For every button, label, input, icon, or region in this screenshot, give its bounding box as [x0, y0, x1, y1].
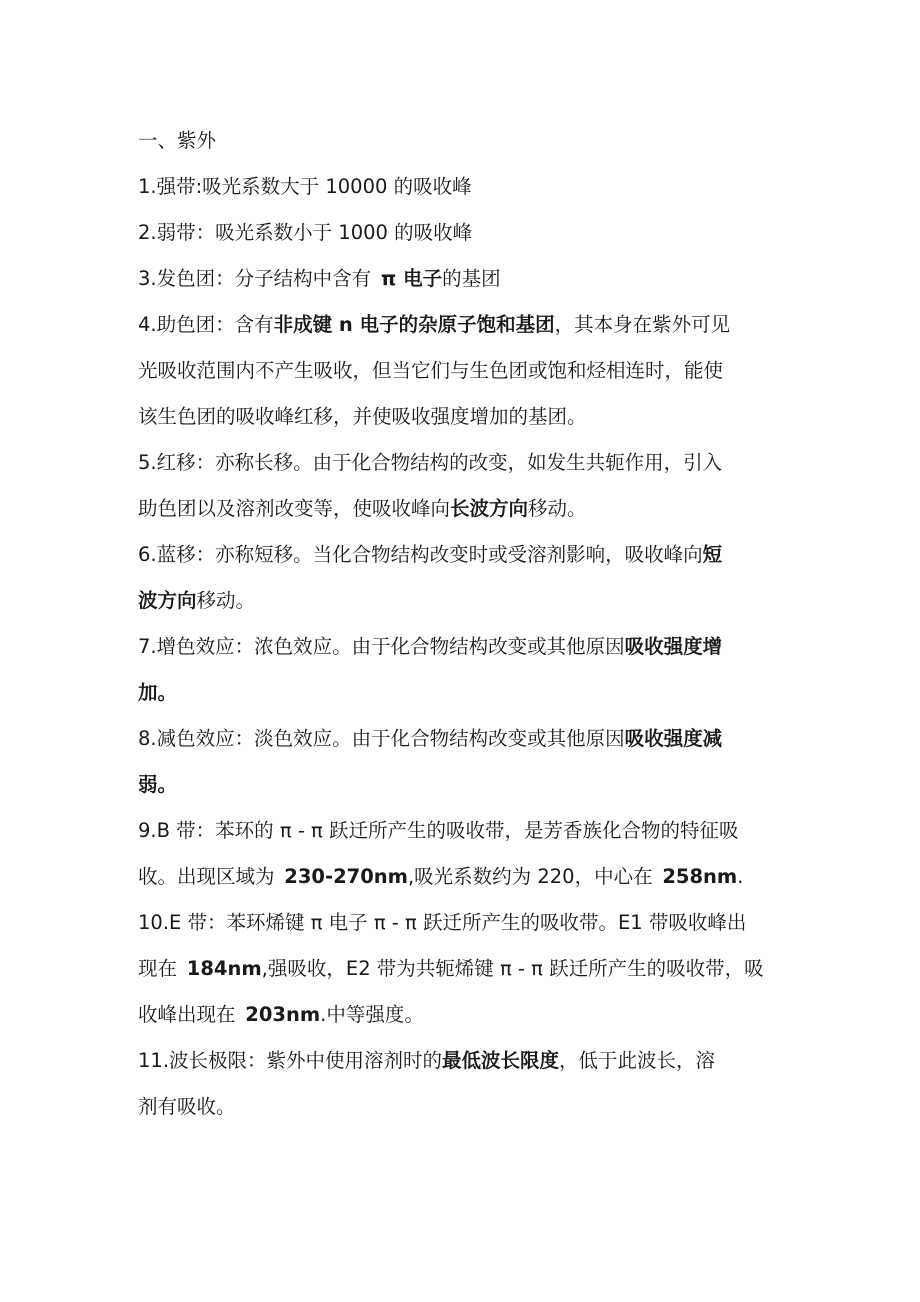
text-line: 收。出现区域为 230-270nm,吸光系数约为 220，中心在 258nm. [138, 865, 744, 888]
item-hyperchromic [138, 624, 784, 716]
text-line: 助色团以及溶剂改变等，使吸收峰向长波方向移动。 [138, 497, 587, 520]
section-heading: 一、紫外 [138, 129, 217, 152]
bold-term: 加。 [138, 681, 178, 704]
bold-term: 最低波长限度 [442, 1049, 560, 1072]
text-line: 收峰出现在 203nm.中等强度。 [138, 1003, 424, 1026]
bold-term: 弱。 [138, 773, 178, 796]
bold-term: π 电子 [380, 267, 443, 290]
text-line: 8.减色效应：淡色效应。由于化合物结构改变或其他原因吸收强度减 [138, 727, 723, 750]
text-line: 1.强带:吸光系数大于 10000 的吸收峰 [138, 175, 472, 198]
text-line: 4.助色团：含有非成键 n 电子的杂原子饱和基团，其本身在紫外可见 [138, 313, 731, 336]
text-line: 现在 184nm,强吸收，E2 带为共轭烯键 π - π 跃迁所产生的吸收带，吸 [138, 957, 764, 980]
bold-term: 吸收强度减 [624, 727, 723, 750]
item-chromophore [138, 256, 784, 302]
text-line: 7.增色效应：浓色效应。由于化合物结构改变或其他原因吸收强度增 [138, 635, 723, 658]
bold-term: 非成键 n 电子的杂原子饱和基团 [273, 313, 555, 336]
item-auxochrome [138, 302, 784, 440]
bold-term: 波方向 [138, 589, 197, 612]
item-red-shift [138, 440, 784, 532]
text-line: 5.红移：亦称长移。由于化合物结构的改变，如发生共轭作用，引入 [138, 451, 723, 474]
bold-term: 长波方向 [450, 497, 529, 520]
bold-term: 203nm [245, 1003, 321, 1026]
text-line: 9.B 带：苯环的 π - π 跃迁所产生的吸收带，是芳香族化合物的特征吸 [138, 819, 739, 842]
text-line: 6.蓝移：亦称短移。当化合物结构改变时或受溶剂影响，吸收峰向短 [138, 543, 723, 566]
text-line [138, 670, 784, 716]
text-line: 2.弱带：吸光系数小于 1000 的吸收峰 [138, 221, 473, 244]
text-line: 10.E 带：苯环烯键 π 电子 π - π 跃迁所产生的吸收带。E1 带吸收峰出 [138, 911, 747, 934]
text-line: 波方向移动。 [138, 589, 256, 612]
text-line [138, 762, 784, 808]
text-line: 3.发色团：分子结构中含有 π 电子的基团 [138, 267, 501, 290]
item-blue-shift [138, 532, 784, 624]
text-line: 剂有吸收。 [138, 1095, 236, 1118]
item-weak-band [138, 210, 784, 256]
item-wavelength-limit [138, 1038, 784, 1130]
bold-term: 吸收强度增 [624, 635, 723, 658]
bold-term: 258nm [662, 865, 738, 888]
bold-term: 230-270nm [284, 865, 408, 888]
text-line: 该生色团的吸收峰红移，并使吸收强度增加的基团。 [138, 405, 587, 428]
item-hypochromic [138, 716, 784, 808]
text-line: 光吸收范围内不产生吸收，但当它们与生色团或饱和烃相连时，能使 [138, 359, 724, 382]
item-strong-band [138, 164, 784, 210]
item-e-band [138, 900, 784, 1038]
item-b-band [138, 808, 784, 900]
bold-term: 短 [702, 543, 723, 566]
bold-term: 184nm [186, 957, 262, 980]
text-line: 11.波长极限：紫外中使用溶剂时的最低波长限度，低于此波长，溶 [138, 1049, 716, 1072]
